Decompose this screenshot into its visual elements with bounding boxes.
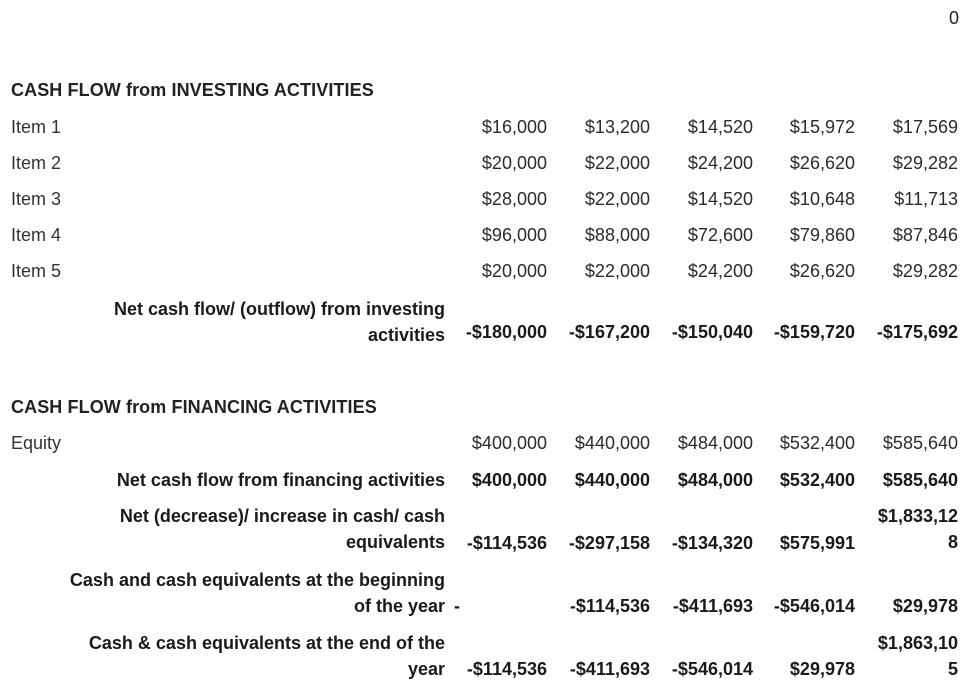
row-label: Item 2 xyxy=(11,153,62,173)
cell: $400,000 xyxy=(471,433,547,453)
cell: $24,200 xyxy=(687,153,753,173)
cell: -$175,692 xyxy=(876,322,958,342)
cell: $26,620 xyxy=(789,153,855,173)
row-label: Item 1 xyxy=(11,117,62,137)
cell: -$180,000 xyxy=(465,322,547,342)
net-financing-label: Net cash flow from financing activities xyxy=(116,470,445,490)
cell: $29,978 xyxy=(892,596,958,616)
cell: $22,000 xyxy=(584,153,650,173)
cell: -$150,040 xyxy=(671,322,753,342)
investing-section-title: CASH FLOW from INVESTING ACTIVITIES xyxy=(11,80,374,100)
year-header: 0 xyxy=(948,8,959,28)
cell: $24,200 xyxy=(687,261,753,281)
cell-line1: $1,863,10 xyxy=(877,633,958,653)
cell: -$167,200 xyxy=(568,322,650,342)
ending-cash-label-line2: year xyxy=(407,659,445,679)
cell: $79,860 xyxy=(789,225,855,245)
cell: -$159,720 xyxy=(773,322,855,342)
row-label: Item 4 xyxy=(11,225,62,245)
cell: -$114,536 xyxy=(466,533,547,553)
cell: $11,713 xyxy=(894,189,958,209)
net-change-label-line1: Net (decrease)/ increase in cash/ cash xyxy=(119,506,445,526)
row-label: Item 5 xyxy=(11,261,62,281)
cell: $484,000 xyxy=(677,433,753,453)
cell: -$411,693 xyxy=(672,596,753,616)
cell: $400,000 xyxy=(471,470,547,490)
cell: $29,978 xyxy=(789,659,855,679)
net-change-label-line2: equivalents xyxy=(345,532,445,552)
cell: $16,000 xyxy=(481,117,547,137)
ending-cash-label xyxy=(89,630,445,682)
row-label: Item 3 xyxy=(11,189,62,209)
cell: $26,620 xyxy=(789,261,855,281)
cell: -$546,014 xyxy=(671,659,753,679)
financing-section-title: CASH FLOW from FINANCING ACTIVITIES xyxy=(11,397,377,417)
net-investing-label-line1: Net cash flow/ (outflow) from investing xyxy=(113,299,445,319)
cell: $72,600 xyxy=(687,225,753,245)
cell: $29,282 xyxy=(892,261,958,281)
cell: -$114,536 xyxy=(569,596,650,616)
cell: $575,991 xyxy=(779,533,855,553)
cell: $14,520 xyxy=(687,117,753,137)
net-investing-label-line2: activities xyxy=(367,325,445,345)
cell: $87,846 xyxy=(892,225,958,245)
cell: $28,000 xyxy=(481,189,547,209)
cell: $13,200 xyxy=(584,117,650,137)
row-label: Equity xyxy=(11,433,62,453)
net-change-last-cell xyxy=(878,503,958,555)
ending-cash-last-cell xyxy=(878,630,958,682)
cell-line2: 8 xyxy=(947,532,958,552)
cell: -$411,693 xyxy=(569,659,650,679)
net-change-label xyxy=(120,503,445,555)
cell: $532,400 xyxy=(779,470,855,490)
cell-line1: $1,833,12 xyxy=(877,506,958,526)
cell: $585,640 xyxy=(882,433,958,453)
cell: $20,000 xyxy=(481,153,547,173)
cell: $14,520 xyxy=(687,189,753,209)
net-investing-label xyxy=(114,296,445,348)
beginning-cash-label-line1: Cash and cash equivalents at the beginning xyxy=(69,570,445,590)
cell: -$134,320 xyxy=(671,533,753,553)
cell: $15,972 xyxy=(789,117,855,137)
cell: $532,400 xyxy=(779,433,855,453)
beginning-cash-label-line2: of the year xyxy=(353,596,445,616)
cell: -$297,158 xyxy=(568,533,650,553)
cell: $22,000 xyxy=(584,189,650,209)
cell: $10,648 xyxy=(789,189,855,209)
cell: -$546,014 xyxy=(773,596,855,616)
cell: $20,000 xyxy=(481,261,547,281)
cell: $29,282 xyxy=(892,153,958,173)
cell-line2: 5 xyxy=(947,659,958,679)
cell: $96,000 xyxy=(481,225,547,245)
beginning-cash-label xyxy=(70,567,445,619)
cell: - xyxy=(454,596,460,616)
cell: -$114,536 xyxy=(466,659,547,679)
ending-cash-label-line1: Cash & cash equivalents at the end of the xyxy=(88,633,445,653)
cell: $440,000 xyxy=(574,470,650,490)
cell: $88,000 xyxy=(584,225,650,245)
cell: $585,640 xyxy=(882,470,958,490)
cell: $440,000 xyxy=(574,433,650,453)
cell: $484,000 xyxy=(677,470,753,490)
cell: $17,569 xyxy=(892,117,958,137)
cell: $22,000 xyxy=(584,261,650,281)
